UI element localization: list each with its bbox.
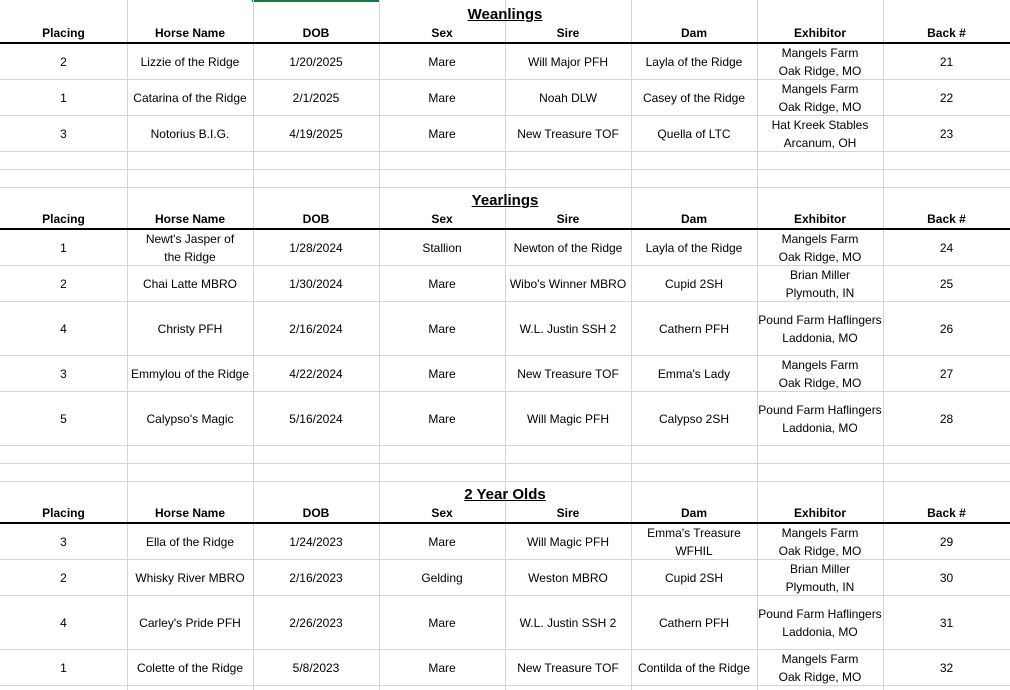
cell-dob[interactable]: 4/22/2024: [289, 366, 343, 381]
empty-cell[interactable]: [253, 152, 379, 169]
cell-sire[interactable]: Weston MBRO: [528, 570, 608, 585]
cell-dam[interactable]: Emma's Treasure WFHIL: [647, 525, 741, 558]
cell-placing[interactable]: 1: [60, 90, 67, 105]
cell-sex[interactable]: Mare: [428, 411, 456, 426]
table-row[interactable]: [0, 116, 1010, 152]
cell-sire[interactable]: Newton of the Ridge: [513, 240, 623, 255]
table-row[interactable]: [0, 230, 1010, 266]
cell-placing[interactable]: 2: [60, 570, 67, 585]
cell-sex[interactable]: Mare: [428, 90, 456, 105]
cell-back-number[interactable]: 29: [939, 534, 954, 549]
cell-dob[interactable]: 1/28/2024: [289, 240, 343, 255]
empty-row[interactable]: [0, 446, 1010, 464]
cell-sire[interactable]: W.L. Justin SSH 2: [519, 615, 617, 630]
cell-back-number[interactable]: 31: [939, 615, 954, 630]
empty-cell[interactable]: [127, 446, 253, 463]
empty-row[interactable]: [0, 464, 1010, 482]
cell-dam[interactable]: Casey of the Ridge: [642, 90, 746, 105]
cell-exhibitor[interactable]: Mangels Farm Oak Ridge, MO: [778, 45, 862, 78]
header-sire[interactable]: Sire: [556, 26, 580, 40]
cell-back-number[interactable]: 28: [939, 411, 954, 426]
cell-back-number[interactable]: 26: [939, 321, 954, 336]
cell-horse-name[interactable]: Calypso's Magic: [146, 411, 234, 426]
header-horse-name[interactable]: Horse Name: [154, 506, 226, 520]
cell-back-number[interactable]: 32: [939, 660, 954, 675]
cell-back-number[interactable]: 23: [939, 126, 954, 141]
cell-placing[interactable]: 3: [60, 366, 67, 381]
empty-cell[interactable]: [253, 446, 379, 463]
empty-cell[interactable]: [631, 152, 757, 169]
active-cell-indicator: [252, 0, 379, 2]
header-row[interactable]: [0, 504, 1010, 524]
cell-sire[interactable]: Will Major PFH: [528, 54, 608, 69]
empty-cell[interactable]: [883, 464, 1010, 481]
table-row[interactable]: [0, 266, 1010, 302]
empty-cell[interactable]: [379, 152, 505, 169]
table-row[interactable]: [0, 560, 1010, 596]
empty-cell[interactable]: [0, 464, 127, 481]
table-row[interactable]: [0, 524, 1010, 560]
cell-horse-name[interactable]: Colette of the Ridge: [136, 660, 244, 675]
empty-cell[interactable]: [505, 152, 631, 169]
cell-horse-name[interactable]: Notorius B.I.G.: [150, 126, 230, 141]
empty-cell[interactable]: [253, 170, 379, 187]
empty-cell[interactable]: [883, 152, 1010, 169]
header-dam[interactable]: Dam: [680, 26, 707, 40]
cell-placing[interactable]: 4: [60, 615, 67, 630]
cell-sex[interactable]: Mare: [428, 534, 456, 549]
cell-horse-name[interactable]: Carley's Pride PFH: [139, 615, 241, 630]
cell-dob[interactable]: 1/30/2024: [289, 276, 343, 291]
cell-dam[interactable]: Emma's Lady: [657, 366, 731, 381]
header-horse-name[interactable]: Horse Name: [154, 212, 226, 226]
header-sire[interactable]: Sire: [556, 212, 580, 226]
header-dob[interactable]: DOB: [302, 212, 330, 226]
table-row[interactable]: [0, 302, 1010, 356]
cell-dob[interactable]: 2/16/2023: [289, 570, 343, 585]
cell-dob[interactable]: 1/20/2025: [289, 54, 343, 69]
empty-cell[interactable]: [505, 464, 631, 481]
cell-sex[interactable]: Mare: [428, 366, 456, 381]
cell-sex[interactable]: Mare: [428, 321, 456, 336]
empty-cell[interactable]: [631, 464, 757, 481]
cell-sire[interactable]: New Treasure TOF: [517, 126, 619, 141]
cell-dam[interactable]: Quella of LTC: [657, 126, 731, 141]
header-dam[interactable]: Dam: [680, 212, 707, 226]
cell-horse-name[interactable]: Catarina of the Ridge: [133, 90, 247, 105]
cell-horse-name[interactable]: Ella of the Ridge: [145, 534, 235, 549]
cell-sire[interactable]: New Treasure TOF: [517, 660, 619, 675]
cell-dob[interactable]: 2/16/2024: [289, 321, 343, 336]
empty-cell[interactable]: [127, 152, 253, 169]
header-placing[interactable]: Placing: [42, 212, 85, 226]
cell-back-number[interactable]: 27: [939, 366, 954, 381]
cell-back-number[interactable]: 21: [939, 54, 954, 69]
header-sex[interactable]: Sex: [431, 506, 453, 520]
empty-cell[interactable]: [0, 446, 127, 463]
empty-cell[interactable]: [883, 170, 1010, 187]
cell-dob[interactable]: 5/16/2024: [289, 411, 343, 426]
section-title: Weanlings: [467, 6, 543, 23]
table-row[interactable]: [0, 80, 1010, 116]
cell-exhibitor[interactable]: Pound Farm Haflingers Laddonia, MO: [758, 312, 882, 345]
empty-cell[interactable]: [631, 170, 757, 187]
cell-placing[interactable]: 5: [60, 411, 67, 426]
cell-sex[interactable]: Gelding: [421, 570, 463, 585]
header-back-number[interactable]: Back #: [927, 26, 966, 40]
cell-exhibitor[interactable]: Mangels Farm Oak Ridge, MO: [778, 357, 862, 390]
cell-sire[interactable]: Noah DLW: [539, 90, 597, 105]
section-title: Yearlings: [471, 192, 539, 209]
header-exhibitor[interactable]: Exhibitor: [793, 26, 846, 40]
table-row[interactable]: [0, 392, 1010, 446]
cell-placing[interactable]: 2: [60, 54, 67, 69]
empty-cell[interactable]: [253, 464, 379, 481]
cell-sex[interactable]: Mare: [428, 54, 456, 69]
header-exhibitor[interactable]: Exhibitor: [793, 212, 846, 226]
cell-sire[interactable]: Wibo's Winner MBRO: [509, 276, 627, 291]
cell-horse-name[interactable]: Newt's Jasper of the Ridge: [145, 231, 235, 264]
cell-placing[interactable]: 4: [60, 321, 67, 336]
empty-cell[interactable]: [379, 170, 505, 187]
cell-exhibitor[interactable]: Mangels Farm Oak Ridge, MO: [778, 81, 862, 114]
empty-row[interactable]: [0, 152, 1010, 170]
cell-sire[interactable]: W.L. Justin SSH 2: [519, 321, 617, 336]
cell-horse-name[interactable]: Christy PFH: [157, 321, 223, 336]
cell-dam[interactable]: Cathern PFH: [658, 615, 730, 630]
cell-dob[interactable]: 4/19/2025: [289, 126, 343, 141]
cell-placing[interactable]: 3: [60, 534, 67, 549]
header-sex[interactable]: Sex: [431, 26, 453, 40]
cell-exhibitor[interactable]: Brian Miller Plymouth, IN: [785, 561, 855, 594]
cell-exhibitor[interactable]: Mangels Farm Oak Ridge, MO: [778, 525, 862, 558]
header-back-number[interactable]: Back #: [927, 212, 966, 226]
cell-sex[interactable]: Mare: [428, 276, 456, 291]
empty-cell[interactable]: [757, 170, 883, 187]
cell-dam[interactable]: Cathern PFH: [658, 321, 730, 336]
cell-dam[interactable]: Calypso 2SH: [658, 411, 730, 426]
cell-dob[interactable]: 1/24/2023: [289, 534, 343, 549]
cell-dob[interactable]: 5/8/2023: [292, 660, 340, 675]
cell-horse-name[interactable]: Lizzie of the Ridge: [140, 54, 240, 69]
empty-cell[interactable]: [757, 152, 883, 169]
header-placing[interactable]: Placing: [42, 506, 85, 520]
cell-sex[interactable]: Mare: [428, 660, 456, 675]
cell-sire[interactable]: Will Magic PFH: [526, 534, 609, 549]
empty-cell[interactable]: [0, 152, 127, 169]
cell-sex[interactable]: Mare: [428, 615, 456, 630]
cell-back-number[interactable]: 24: [939, 240, 954, 255]
cell-dob[interactable]: 2/1/2025: [292, 90, 340, 105]
empty-cell[interactable]: [379, 446, 505, 463]
table-row[interactable]: [0, 596, 1010, 650]
empty-row[interactable]: [0, 170, 1010, 188]
table-row[interactable]: [0, 356, 1010, 392]
header-sire[interactable]: Sire: [556, 506, 580, 520]
cell-exhibitor[interactable]: Hat Kreek Stables Arcanum, OH: [771, 117, 869, 150]
empty-cell[interactable]: [127, 464, 253, 481]
header-dob[interactable]: DOB: [302, 506, 330, 520]
cell-dam[interactable]: Cupid 2SH: [664, 570, 724, 585]
cell-horse-name[interactable]: Chai Latte MBRO: [142, 276, 238, 291]
cell-horse-name[interactable]: Emmylou of the Ridge: [130, 366, 250, 381]
cell-back-number[interactable]: 25: [939, 276, 954, 291]
cell-placing[interactable]: 1: [60, 240, 67, 255]
cell-exhibitor[interactable]: Mangels Farm Oak Ridge, MO: [778, 651, 862, 684]
cell-dam[interactable]: Contilda of the Ridge: [637, 660, 751, 675]
empty-cell[interactable]: [127, 170, 253, 187]
section-title: 2 Year Olds: [464, 486, 546, 503]
cell-placing[interactable]: 3: [60, 126, 67, 141]
cell-dam[interactable]: Layla of the Ridge: [645, 54, 743, 69]
empty-cell[interactable]: [631, 446, 757, 463]
cell-horse-name[interactable]: Whisky River MBRO: [135, 570, 245, 585]
header-back-number[interactable]: Back #: [927, 506, 966, 520]
cell-back-number[interactable]: 30: [939, 570, 954, 585]
table-row[interactable]: [0, 44, 1010, 80]
cell-dam[interactable]: Layla of the Ridge: [645, 240, 743, 255]
cell-exhibitor[interactable]: Pound Farm Haflingers Laddonia, MO: [758, 402, 882, 435]
cell-exhibitor[interactable]: Brian Miller Plymouth, IN: [785, 267, 855, 300]
empty-cell[interactable]: [883, 446, 1010, 463]
cell-sex[interactable]: Stallion: [422, 240, 462, 255]
header-row[interactable]: [0, 24, 1010, 44]
cell-sire[interactable]: New Treasure TOF: [517, 366, 619, 381]
header-placing[interactable]: Placing: [42, 26, 85, 40]
cell-exhibitor[interactable]: Mangels Farm Oak Ridge, MO: [778, 231, 862, 264]
header-row[interactable]: [0, 210, 1010, 230]
empty-cell[interactable]: [505, 170, 631, 187]
cell-dob[interactable]: 2/26/2023: [289, 615, 343, 630]
cell-dam[interactable]: Cupid 2SH: [664, 276, 724, 291]
empty-cell[interactable]: [0, 170, 127, 187]
header-dob[interactable]: DOB: [302, 26, 330, 40]
cell-sex[interactable]: Mare: [428, 126, 456, 141]
header-horse-name[interactable]: Horse Name: [154, 26, 226, 40]
cell-sire[interactable]: Will Magic PFH: [526, 411, 609, 426]
cell-placing[interactable]: 2: [60, 276, 67, 291]
cell-back-number[interactable]: 22: [939, 90, 954, 105]
table-row[interactable]: [0, 650, 1010, 686]
empty-cell[interactable]: [505, 446, 631, 463]
header-dam[interactable]: Dam: [680, 506, 707, 520]
empty-cell[interactable]: [379, 464, 505, 481]
header-exhibitor[interactable]: Exhibitor: [793, 506, 846, 520]
cell-placing[interactable]: 1: [60, 660, 67, 675]
header-sex[interactable]: Sex: [431, 212, 453, 226]
cell-exhibitor[interactable]: Pound Farm Haflingers Laddonia, MO: [758, 606, 882, 639]
empty-cell[interactable]: [757, 464, 883, 481]
empty-cell[interactable]: [757, 446, 883, 463]
